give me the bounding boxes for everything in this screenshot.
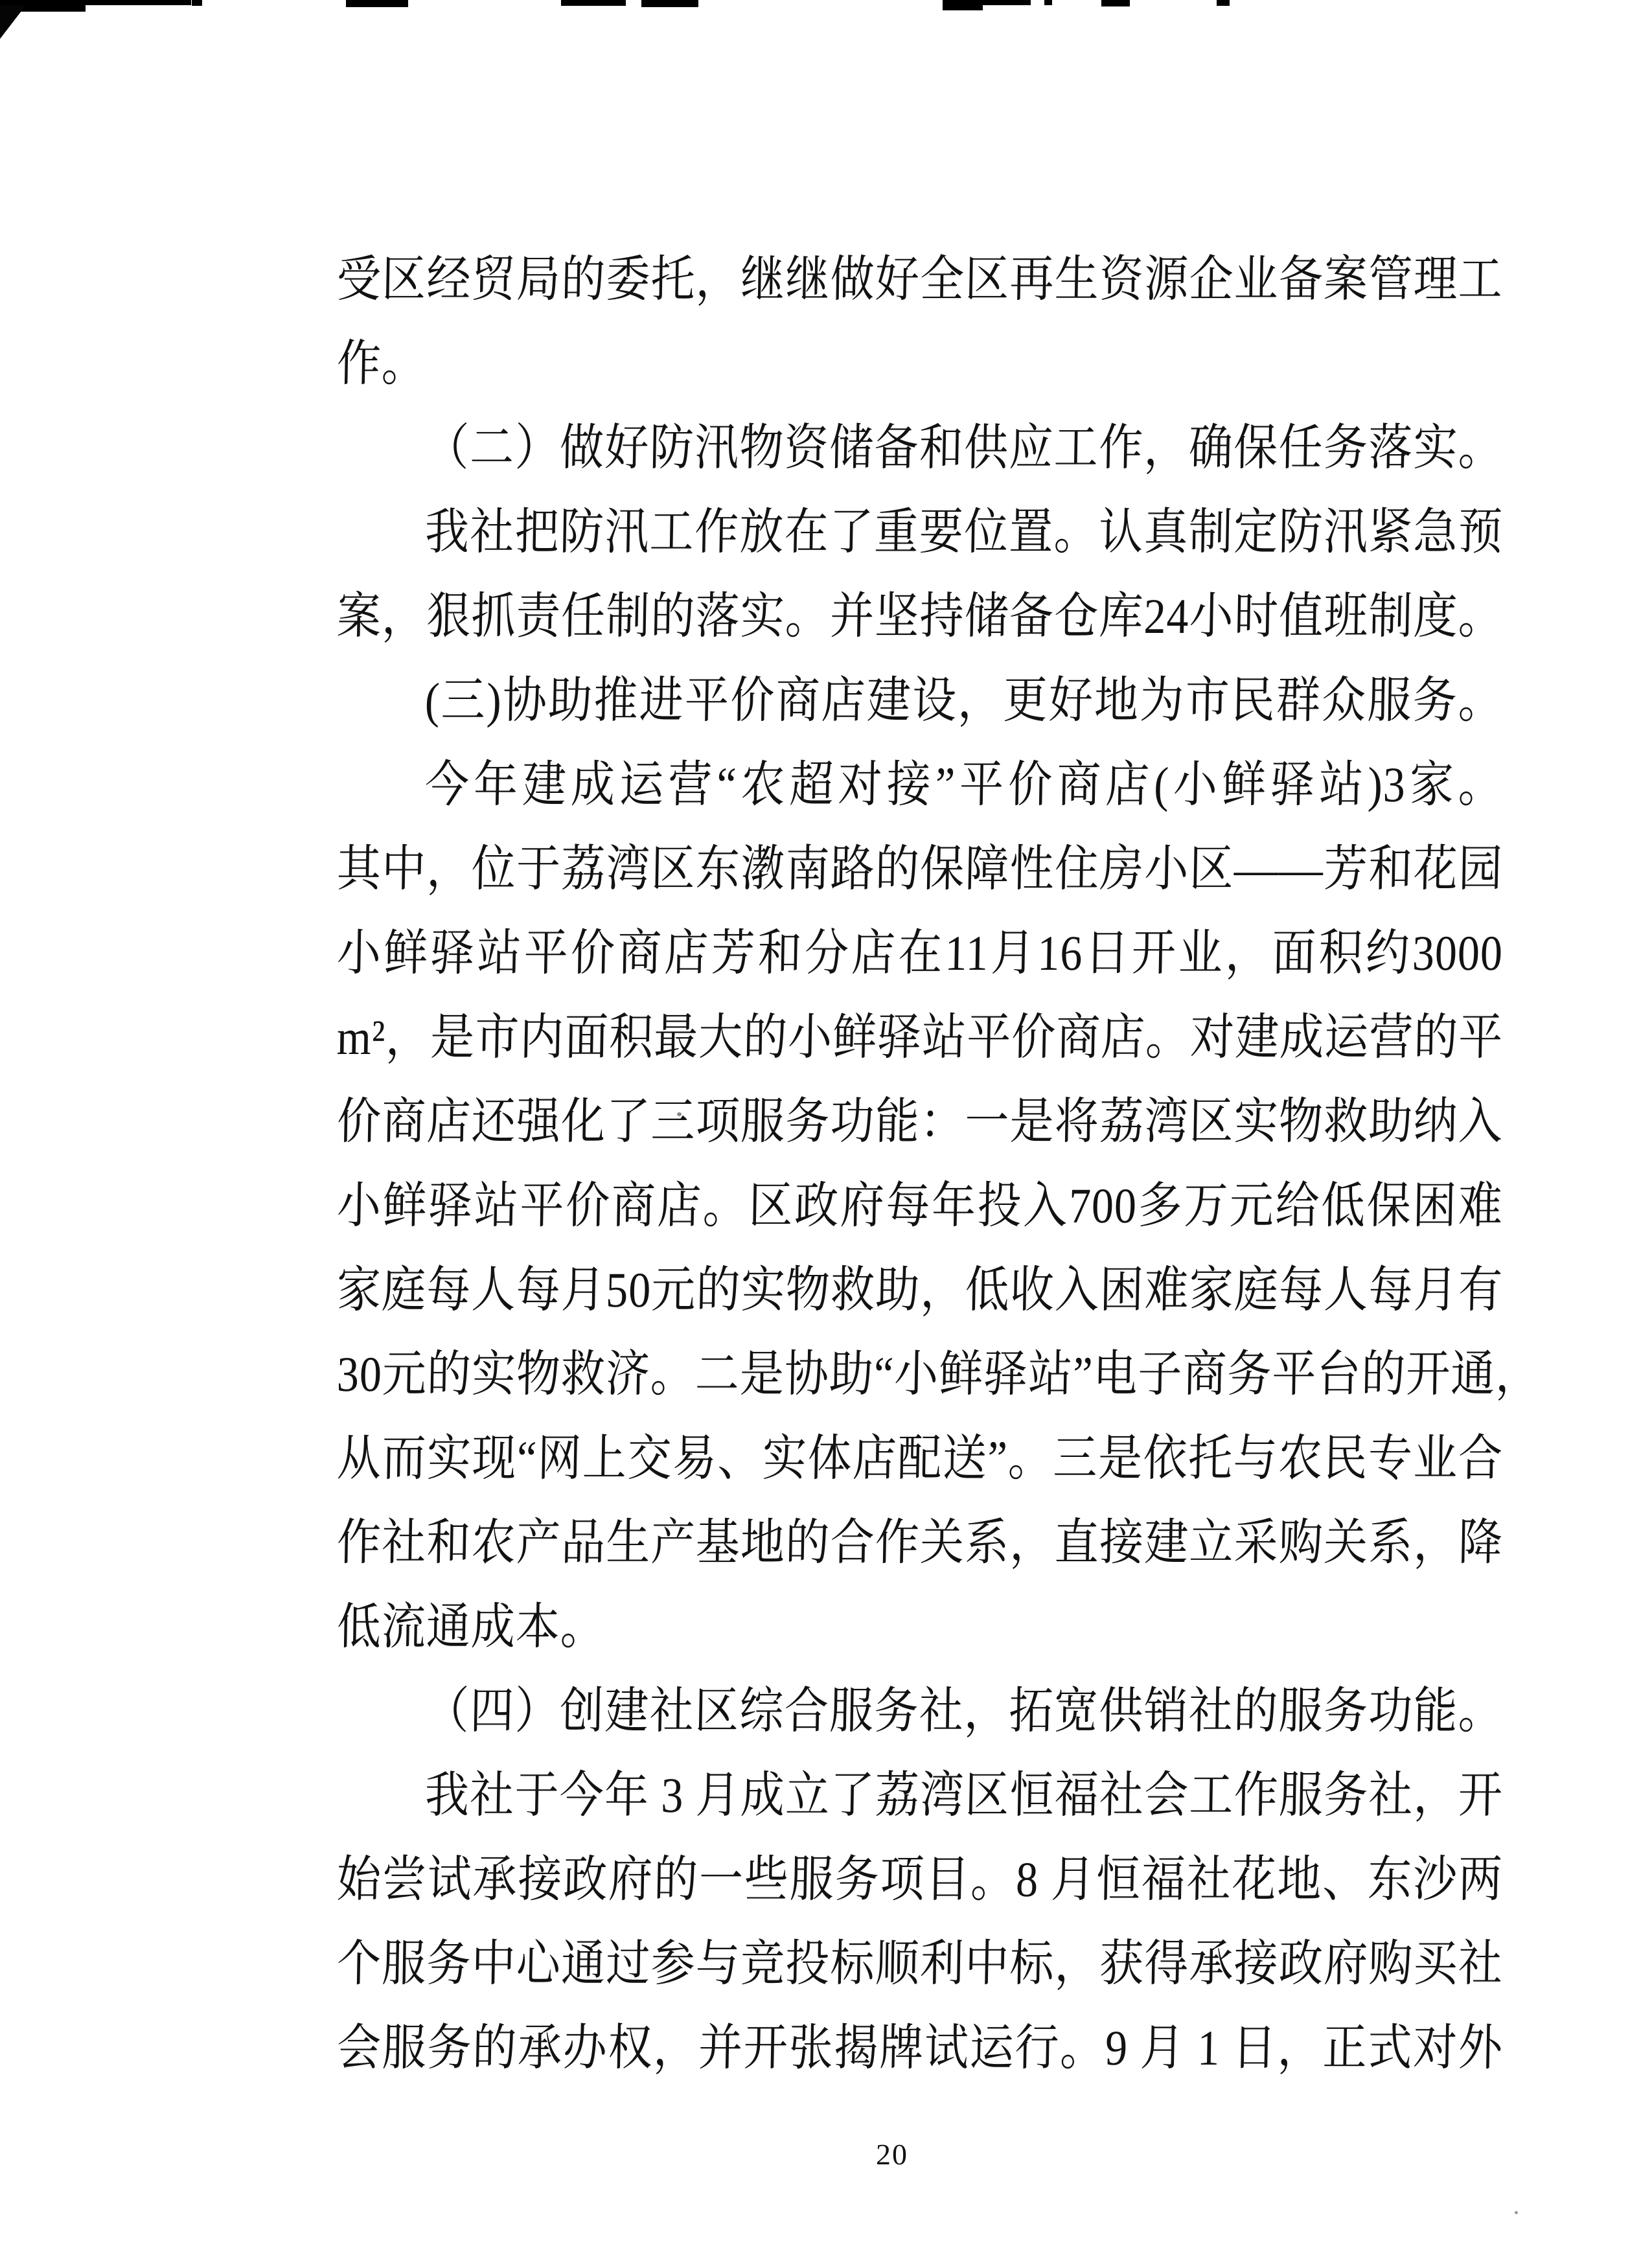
text-line: 小鲜驿站平价商店芳和分店在11月16日开业，面积约3000 (336, 925, 1504, 981)
page-number: 20 (876, 2138, 908, 2171)
text-line: 30元的实物救济。二是协助“小鲜驿站”电子商务平台的开通， (336, 1346, 1541, 1402)
scan-artifact (1217, 0, 1230, 6)
text-line: 作社和农产品生产基地的合作关系，直接建立采购关系，降 (336, 1515, 1504, 1570)
scan-artifact (641, 0, 698, 7)
text-line: 作。 (336, 336, 427, 391)
scan-artifact (1101, 0, 1130, 6)
text-line: 家庭每人每月50元的实物救助，低收入困难家庭每人每月有 (336, 1262, 1504, 1318)
scan-corner-fold (0, 5, 26, 39)
scan-artifact (346, 0, 408, 7)
section-heading-3: (三)协助推进平价商店建设，更好地为市民群众服务。 (424, 672, 1504, 728)
text-line: 个服务中心通过参与竞投标顺利中标，获得承接政府购买社 (336, 1936, 1504, 1991)
text-line: 我社于今年 3 月成立了荔湾区恒福社会工作服务社，开 (424, 1767, 1504, 1823)
text-line: 其中，位于荔湾区东漖南路的保障性住房小区——芳和花园 (336, 841, 1504, 897)
section-heading-2: （二）做好防汛物资储备和供应工作，确保任务落实。 (424, 420, 1504, 475)
section-heading-4: （四）创建社区综合服务社，拓宽供销社的服务功能。 (424, 1683, 1504, 1739)
text-line: 今年建成运营“农超对接”平价商店(小鲜驿站)3家。 (424, 757, 1504, 812)
text-line: 从而实现“网上交易、实体店配送”。三是依托与农民专业合 (336, 1430, 1504, 1486)
scan-speck (1515, 2211, 1518, 2214)
scan-artifact (983, 0, 1031, 5)
text-line: 会服务的承办权，并开张揭牌试运行。9 月 1 日，正式对外 (336, 2020, 1504, 2076)
scan-artifact (1044, 0, 1052, 5)
scan-artifact (561, 0, 626, 6)
text-line: 始尝试承接政府的一些服务项目。8 月恒福社花地、东沙两 (336, 1851, 1504, 1907)
text-line: 我社把防汛工作放在了重要位置。认真制定防汛紧急预 (424, 504, 1504, 560)
scan-artifact (192, 0, 202, 6)
text-line: 案，狠抓责任制的落实。并坚持储备仓库24小时值班制度。 (336, 588, 1504, 644)
document-body (336, 237, 1541, 2090)
text-line: m²，是市内面积最大的小鲜驿站平价商店。对建成运营的平 (336, 1009, 1504, 1065)
text-line: 小鲜驿站平价商店。区政府每年投入700多万元给低保困难 (336, 1178, 1504, 1233)
text-line: 价商店还强化了三项服务功能：一是将荔湾区实物救助纳入 (336, 1094, 1504, 1149)
text-line: 低流通成本。 (336, 1599, 606, 1655)
text-line: 受区经贸局的委托，继继做好全区再生资源企业备案管理工 (336, 251, 1504, 307)
scan-artifact (86, 0, 191, 5)
scan-artifact (943, 0, 983, 10)
